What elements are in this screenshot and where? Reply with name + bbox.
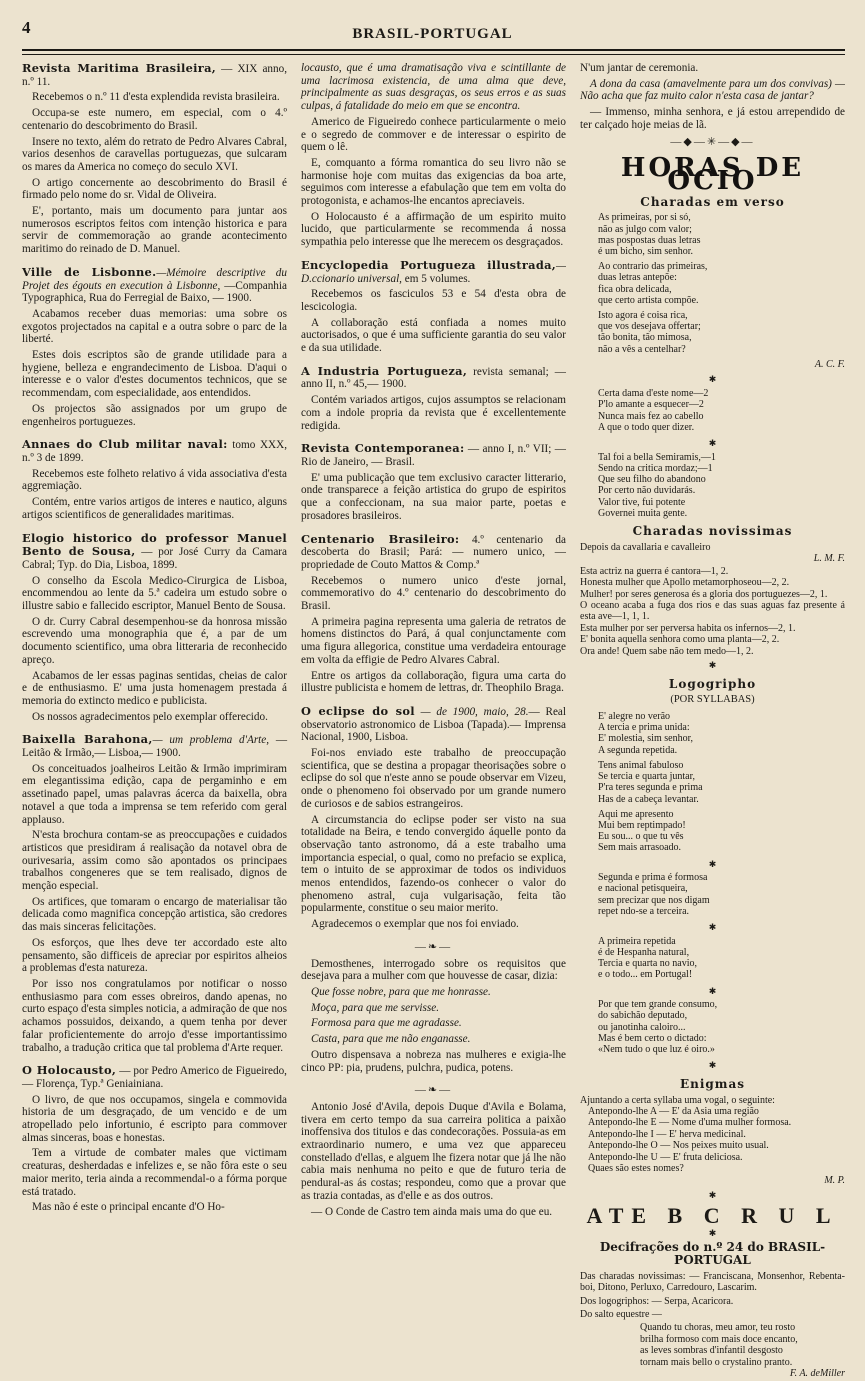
verse-line: não a vês a centelhar?: [598, 343, 686, 355]
entry-holocausto: [22, 1064, 287, 1214]
poem-line: as leves sombras d'infantil desgosto: [640, 1345, 783, 1357]
enigma-line: Antepondo-lhe O — Nos peixes muito usual.: [588, 1140, 769, 1152]
paragraph: Contém variados artigos, cujos assumptos se relacionam com a indole propria da revista que é excellentemente redigida.: [301, 394, 566, 432]
verse-line: fica obra delicada,: [598, 283, 672, 295]
enigma-line: Antepondo-lhe U — E' fruta deliciosa.: [588, 1151, 743, 1163]
entry-head: — por José Curry da Camara Cabral; Typ. do Dia, Lisboa, 1899.: [22, 546, 287, 571]
paragraph: Os conceituados joalheiros Leitão & Irmão imprimiram em elegantissima edição, capa de pergaminho e em assetinado papel, umas palavras ácerca da baixella, obra notavel a que toda a imprensa se tem referido com geral applauso.: [22, 762, 287, 826]
verse-line: Mui bem reptimpado!: [598, 819, 686, 831]
verse-line: Isto agora é coisa rica,: [598, 309, 688, 321]
entry-title: Baixella Barahona,: [22, 732, 153, 747]
paragraph: Recebemos este folheto relativo á vida associativa d'esta aggremiação.: [22, 467, 287, 493]
verse-line: Se tercia e quarta juntar,: [598, 771, 696, 783]
verse-line: e nacional petisqueira,: [598, 883, 688, 895]
signature: F. A. deMiller: [789, 1367, 845, 1379]
verse-block: [598, 711, 845, 756]
entry-head: em 5 volumes.: [401, 272, 471, 285]
verse-line: E' molestia, sim senhor,: [598, 733, 693, 745]
enigmas-intro: Ajuntando a certa syllaba uma vogal, o seguinte:: [580, 1094, 775, 1106]
poem-line: Quando tu choras, meu amor, teu rosto: [640, 1322, 796, 1334]
charada-line: Esta actriz na guerra é cantora—1, 2.: [580, 565, 729, 577]
entry-head: tomo XXX, n.º 3 de 1899.: [22, 439, 287, 464]
paragraph: O Holocausto é a affirmação de um espirito muito lucido, que particularmente se recommenda á nossa sympathia pelo interesse que lhe merecem os desgraçados.: [301, 210, 566, 249]
verse-line: Ao contrario das primeiras,: [598, 261, 708, 273]
paragraph: A dona da casa (amavelmente para um dos convivas) — Não acha que faz muito calor n'esta casa de jantar?: [580, 77, 845, 103]
entry-antonio: [301, 1101, 566, 1218]
star-divider: ✱: [708, 1060, 717, 1071]
paragraph: Por isso nos congratulamos por notificar o nosso enthusiasmo para com esses obreiros, dando apenas, no curto espaço d'esta simples noticia, a admiração de que nos achamos possuidos, deixando, a quem tenha por dever falar proficientemente do arrojo d'esse importantissimo trabalho, a tradução critica que tal problema d'Arte requer.: [22, 978, 287, 1054]
verse-line: Moça, para que me servisse.: [311, 1001, 440, 1014]
verse-line: Valor tive, fui potente: [598, 496, 686, 508]
verse-block: [598, 388, 845, 433]
verse-line: Aqui me apresento: [598, 808, 674, 820]
entry-title: Revista Contemporanea:: [301, 441, 465, 456]
verse-line: Sendo na critica mordaz;—1: [598, 462, 713, 474]
enigma-line: Antepondo-lhe I — E' herva medicinal.: [588, 1128, 746, 1140]
entry-eclipse: [301, 705, 566, 931]
column-2: [301, 62, 566, 1218]
entry-centenario: [301, 533, 566, 695]
charada-line: Honesta mulher que Apollo metamorphoseou—2, 2.: [580, 577, 790, 589]
header-rule: [22, 49, 845, 51]
verse-line: Que seu filho do abandono: [598, 474, 706, 486]
signature: L. M. F.: [813, 553, 845, 565]
paragraph: N'um jantar de ceremonia.: [580, 62, 699, 74]
paragraph: Insere no texto, além do retrato de Pedro Alvares Cabral, varios desenhos de caravellas portuguezas, que sulcaram os mares da America no começo do seculo XVI.: [22, 135, 287, 173]
entry-annaes: [22, 438, 287, 521]
verse-line: mas pospostas duas letras: [598, 234, 701, 246]
ornament-divider: —❧—: [414, 940, 453, 953]
enigma-line: Quaes são estes nomes?: [588, 1163, 684, 1175]
header-rule-thin: [22, 54, 845, 55]
paragraph: Os projectos são assignados por um grupo de engenheiros portuguezes.: [22, 402, 287, 428]
enigmas-title: Enigmas: [679, 1076, 746, 1091]
ornament-divider: —◆—✳—◆—: [670, 135, 755, 148]
verse-block: [598, 760, 845, 805]
entry-title: Revista Maritima Brasileira,: [22, 61, 217, 75]
verse-line: Sem mais arrasoado.: [598, 842, 682, 854]
paragraph: Contém, entre varios artigos de interes e nautico, alguns artigos scientificos de generalidades maritimas.: [22, 496, 287, 521]
verse-block: [598, 452, 845, 519]
verse-block: [598, 999, 845, 1055]
verse-line: A que o todo quer dizer.: [598, 421, 695, 433]
verse-line: Tens animal fabuloso: [598, 759, 684, 771]
paragraph: E' uma publicação que tem exclusivo caracter litterario, onde transparece a feição artistica do grupo de espiritos que a confeccionam, na sua maior parte, poetas e prosadores brasileiros.: [301, 471, 566, 522]
paragraph: Acabamos receber duas memorias: uma sobre os exgotos projectados na capital e a outra sobre o parc de la liberté.: [22, 307, 287, 346]
entry-title: A Industria Portugueza,: [301, 363, 468, 378]
entry-head-italic: —D.ccionario universal,: [301, 259, 566, 285]
paragraph: Acabamos de ler essas paginas sentidas, cheias de calor e de enthusiasmo. E' uma justa homenagem prestada á memoria do extincto medico e publicista.: [22, 669, 287, 707]
paragraph: Outro dispensava a nobreza nas mulheres e exigia-lhe cinco PP: pia, prudens, pulchra, pudica, potens.: [301, 1048, 566, 1074]
masthead-title: BRASIL-PORTUGAL: [352, 26, 513, 42]
verse-line: Que fosse nobre, para que me honrasse.: [311, 986, 491, 998]
entry-holocausto-cont: [301, 62, 566, 249]
star-divider: ✱: [708, 1190, 717, 1201]
verse-line: As primeiras, por si só,: [598, 212, 691, 224]
paragraph: Entre os artigos da collaboração, figura uma carta do illustre publicista e homem de lettras, dr. Theophilo Braga.: [301, 669, 566, 695]
paragraph: — Immenso, minha senhora, e já estou arrependido de ter calçado hoje meias de lã.: [580, 106, 845, 131]
entry-head: — Leitão & Irmão,— Lisboa,— 1900.: [22, 734, 288, 760]
paragraph: E, comquanto a fórma romantica do seu livro não se harmonise hoje com muitas das exigencias da boa arte, seguimos com interesse a efabulação que tem em volta do protogonista, e achamos-lhe encantos apreciaveis.: [301, 156, 566, 208]
logogripho-subtitle: (POR SYLLABAS): [670, 694, 755, 706]
column-1: [22, 61, 288, 1214]
charada-line: Mulher! por seres generosa és a gloria dos portuguezes—2, 1.: [580, 588, 828, 600]
entry-head-italic: —Mémoire descriptive du Projet des égouts en execution à Lisbonne,: [22, 266, 287, 292]
paragraph: O conselho da Escola Medico-Cirurgica de Lisboa, encommendou ao lente da 5.ª cadeira um estudo sobre o illustre sabio e fallecido escriptor, Manuel Bento de Sousa.: [22, 574, 287, 613]
verse-line: Formosa para que me agradasse.: [311, 1017, 462, 1030]
star-divider: ✱: [708, 1227, 717, 1238]
entry-baixella: [22, 733, 287, 1054]
decifracoes-title: Decifrações do n.º 24 do BRASIL-PORTUGAL: [599, 1240, 826, 1268]
paragraph: Occupa-se este numero, em especial, com o 4.º centenario do descobrimento do Brasil.: [22, 107, 287, 132]
entry-elogio: [22, 532, 287, 724]
poem-line: tornam mais bello o crystalino pranto.: [640, 1356, 793, 1368]
paragraph: — O Conde de Castro tem ainda mais uma do que eu.: [311, 1205, 553, 1218]
paragraph: A collaboração está confiada a nomes muito auctorisados, o que é uma sufficiente garantia do seu valor e da sua utilidade.: [301, 316, 566, 355]
section-banner-horas-de-ocio: HORAS DE OCIO: [620, 153, 805, 196]
charada-line: O oceano acaba a fuga dos rios e das suas aguas faz presente á esta ave—1, 1, 1.: [580, 599, 845, 623]
column-3: [580, 62, 845, 1379]
paragraph: Mas não é este o principal encante d'O Ho-: [32, 1201, 225, 1214]
entry-encyclopedia: [301, 259, 566, 355]
entry-head: — Real observatorio astronomico de Lisboa (Tapada).— Imprensa Nacional, 1900, Lisboa.: [301, 705, 566, 744]
paragraph: Os esforços, que lhes deve ter accordado este alto pensamento, são difficeis de apreciar por espiritos alheios a problemas d'esta natureza.: [22, 936, 287, 975]
entry-title: O eclipse do sol: [301, 703, 415, 718]
verse-line: P'ra teres segunda e prima: [598, 782, 703, 794]
verse-line: tão bonita, tão mimosa,: [598, 332, 692, 344]
paragraph: Tem a virtude de combater males que victimam creaturas, desherdadas e infelizes e, se não fôra este o seu maior merito, teria ainda a recommendal-o a fórma porque está tratado.: [22, 1147, 287, 1198]
entry-title: Encyclopedia Portugueza illustrada,: [301, 257, 557, 272]
entry-head: —Companhia Typographica, Rua do Ferregial de Baixo, — 1900.: [22, 279, 287, 305]
enigma-line: Antepondo-lhe E — Nome d'uma mulher formosa.: [588, 1117, 792, 1129]
paragraph: O artigo concernente ao descobrimento do Brasil é firmado pelo nome do sr. Vidal de Oliveira.: [22, 176, 287, 202]
signature: A. C. F.: [814, 358, 845, 370]
verse-block: [598, 310, 845, 355]
charadas-list: [580, 566, 845, 657]
paragraph: Americo de Figueiredo conhece particularmente o meio e o segredo de commover e de interessar o espirito de quem o lê.: [301, 115, 566, 154]
verse-line: duas letras antepõe:: [598, 272, 677, 284]
verse-line: A segunda repetida.: [598, 744, 678, 756]
star-divider: ✱: [708, 858, 717, 869]
paragraph: Recebemos os fasciculos 53 e 54 d'esta obra de lescicologia.: [301, 288, 566, 313]
verse-line: Mas é bem certo o dictado:: [598, 1032, 707, 1044]
verse-line: e o todo... em Portugal!: [598, 969, 693, 981]
paragraph: Demosthenes, interrogado sobre os requisitos que desejava para a mulher com que houvesse de casar, dizia:: [301, 957, 566, 983]
verse-block: [598, 212, 845, 257]
star-divider: ✱: [708, 437, 717, 448]
verse-line: é de Hespanha natural,: [598, 946, 690, 958]
verse-block: [598, 261, 845, 306]
entry-revista-maritima: [22, 62, 287, 256]
verse-line: Por que tem grande consumo,: [598, 999, 718, 1011]
entry-revista-contemporanea: [301, 442, 566, 522]
verse-line: repet ndo-se a terceira.: [598, 905, 690, 917]
paragraph: Foi-nos enviado este trabalho de preoccupação scientifica, que se destina a propagar theorisações sobre o eclipse do sol que n'este anno se poude observar em Vizeu, onde o phenomeno foi observado por um grande numero de curiosos e de sabios estrangeiros.: [301, 747, 566, 810]
paragraph: Antonio José d'Avila, depois Duque d'Avila e Bolama, tivera em certo tempo da sua carreira politica a paixão inoffensiva dos titulos e das condecorações. Possuia-as em extraordinario numero, e uma vez que appareceu constellado d'ellas, e alguem lhe fizera notar que já lhe não cabia mais nenhuma no peito e que de futuro teria de pendural-as ás costas; respondeu, como que a provar que as trazia contadas, as d'elle e as dos outros.: [301, 1100, 566, 1202]
signature: M. P.: [824, 1174, 845, 1186]
entry-title: Centenario Brasileiro:: [301, 531, 460, 546]
salto-banner: ATE B C R U L: [586, 1202, 839, 1228]
verse-line: sem precizar que nos digam: [598, 894, 710, 906]
verse-line: A tercia e prima unida:: [598, 722, 690, 734]
entry-title: Annaes do Club militar naval:: [22, 437, 228, 452]
paragraph: Os nossos agradecimentos pelo exemplar offerecido.: [32, 710, 268, 723]
entry-title: Ville de Lisbonne.: [22, 264, 157, 279]
verse-block: [598, 936, 845, 981]
entry-head: revista semanal; — anno II, n.º 45,— 1900.: [301, 365, 566, 391]
paragraph: A primeira pagina representa uma galeria de retratos de homens distinctos do Pará, á qual conjunctamente com uma figura allegorica, constitue uma verdadeira entourage em volta da effigie de Pedro Alvares Cabral.: [301, 615, 566, 666]
verse-line: «Nem tudo o que luz é oiro.»: [598, 1044, 715, 1056]
star-divider: ✱: [708, 922, 717, 933]
paragraph: Recebemos o numero unico d'este jornal, commemorativo do 4.º centenario do descobrimento do Brasil.: [301, 574, 566, 613]
entry-head-italic: — de 1900, maio, 28.: [414, 705, 529, 718]
decifracao-line: Do salto equestre —: [580, 1308, 662, 1320]
paragraph: N'esta brochura contam-se as preoccupações e cuidados artisticos que presidiram á realisação da notavel obra de ourivesaria, assim como são apontados os principaes trabalhos congeneres que se tem realisado, dignos de menção especial.: [22, 829, 287, 893]
verse-line: Eu sou... o que tu vês: [598, 831, 684, 843]
verse-block: [598, 872, 845, 917]
columns: [22, 61, 845, 1379]
charada-line: E' bonita aquella senhora como uma planta—2, 2.: [580, 634, 780, 646]
verse-line: do sabichão deputado,: [598, 1010, 688, 1022]
verse-line: Por certo não duvidarás.: [598, 485, 696, 497]
paragraph: Estes dois escriptos são de grande utilidade para a hygiene, belleza e engrandecimento de Lisboa. D'aqui o interesse e o valor d'estes documentos technicos, que se recommendam, com especialidade, aos entendidos.: [22, 349, 287, 400]
star-divider: ✱: [708, 985, 717, 996]
enigmas-list: [588, 1106, 845, 1174]
verse-line: Casta, para que me não enganasse.: [311, 1033, 471, 1046]
logogripho-title: Logogripho: [668, 676, 757, 691]
entry-title: O Holocausto,: [22, 1063, 117, 1078]
paragraph: locausto, que é uma dramatisação viva e scintillante de uma lacrimosa existencia, de uma alma que deve, principalmente as suas desgraças, os seus erros e as suas culpas, á fatalidade do meio em que se encontra.: [301, 62, 566, 113]
verse-line: Tal foi a bella Semiramis,—1: [598, 451, 716, 463]
decifracoes-list: [580, 1271, 845, 1321]
verse-line: Has de a cabeça levantar.: [598, 793, 699, 805]
paragraph: Agradecemos o exemplar que nos foi enviado.: [311, 918, 519, 931]
paragraph: Recebemos o n.º 11 d'esta explendida revista brasileira.: [32, 91, 280, 104]
verse-line: ou janotinha caloiro...: [598, 1021, 686, 1033]
entry-title: Elogio historico do professor Manuel Bento de Sousa,: [22, 530, 287, 559]
entry-demosthenes: [301, 958, 566, 1075]
enigma-line: Antepondo-lhe A — E' da Asia uma região: [588, 1106, 759, 1118]
verse-line: não as julgo com valor;: [598, 223, 692, 235]
entry-head: — XIX anno, n.º 11.: [22, 63, 287, 88]
entry-industria: [301, 365, 566, 433]
page-number: 4: [22, 18, 31, 37]
verse-line: Governei muita gente.: [598, 507, 688, 519]
verse-line: Certa dama d'este nome—2: [598, 388, 709, 400]
entry-head: — por Pedro Americo de Figueiredo,— Florença, Typ.ª Geniainiana.: [22, 1065, 287, 1090]
verse-line: que certo artista compõe.: [598, 294, 699, 306]
verse-block: [598, 809, 845, 854]
charadas-verso-title: Charadas em verso: [640, 194, 785, 209]
paragraph: E', portanto, mais um documento para juntar aos numerosos escriptos feitos com intenção historica e para servir de commemoração ao grande acontecimento maritimo do reinado de D. Manuel.: [22, 205, 287, 256]
paragraph: O livro, de que nos occupamos, singela e commovida historia de um desgraçado, de um vencido e de um atropellado pelo infortunio, é escripto para commover almas sinceras, boas e honestas.: [22, 1093, 287, 1144]
poem-block: [640, 1322, 845, 1368]
decifracao-line: Das charadas novissimas: — Franciscana, Monsenhor, Rebenta-boi, Ditono, Perluxo, Carredouro, Lascarim.: [580, 1270, 845, 1294]
poem-line: brilha formoso com mais doce encanto,: [640, 1333, 798, 1345]
charadas-novissimas-intro: Depois da cavallaria e cavalleiro: [580, 541, 711, 553]
verse-line: que vos desejava offertar;: [598, 321, 701, 333]
verse-line: Nunca mais fez ao cabello: [598, 410, 704, 422]
verse-line: Tercia e quarta no navio,: [598, 958, 697, 970]
entry-head-italic: — um problema d'Arte,: [152, 734, 270, 747]
paragraph: A circumstancia do eclipse poder ser visto na sua totalidade na Beira, e tendo convergido áquelle ponto da observação tanto astronomo, dá a este trabalho uma importancia especial, o qual, como no prefacio se explica, tem o intuito de se approximar de todos os individuos menos entendidos, fazendo-os conhecer o valor do phenomeno astral, cuja vulgarisação, feita tão popularmente, constitue o seu maior merito.: [301, 813, 566, 915]
paragraph: O dr. Curry Cabral desempenhou-se da honrosa missão escrevendo uma monographia que é, a par de um documento scientifico, uma obra litteraria de reconhecido apreço.: [22, 615, 287, 666]
verse-line: Segunda e prima é formosa: [598, 872, 708, 884]
charada-line: Ora ande! Quem sabe não tem medo—1, 2.: [580, 645, 754, 657]
verse-line: A primeira repetida: [598, 935, 676, 947]
entry-head: — anno I, n.º VII; — Rio de Janeiro, — Brasil.: [301, 443, 566, 468]
entry-head: 4.º centenario da descoberta do Brasil; Pará: — numero unico, — propriedade de Couto Mattos & Comp.ª: [301, 533, 566, 571]
entry-ville-lisbonne: [22, 266, 287, 428]
paragraph: Os artifices, que tomaram o encargo de materialisar tão delicada como magnifica concepção artistica, são credores das mais sinceras felicitações.: [22, 895, 287, 934]
verse-line: P'lo amante a esquecer—2: [598, 399, 704, 411]
decifracao-line: Dos logogriphos: — Serpa, Acaricora.: [580, 1295, 734, 1307]
charada-line: Esta mulher por ser perversa habita os infernos—2, 1.: [580, 622, 796, 634]
star-divider: ✱: [708, 374, 717, 385]
star-divider: ✱: [708, 659, 717, 670]
verse-line: E' alegre no verão: [598, 711, 671, 723]
ornament-divider: —❧—: [414, 1084, 453, 1097]
verse-line: é um bicho, sim senhor.: [598, 245, 693, 257]
charadas-novissimas-title: Charadas novissimas: [632, 523, 793, 538]
